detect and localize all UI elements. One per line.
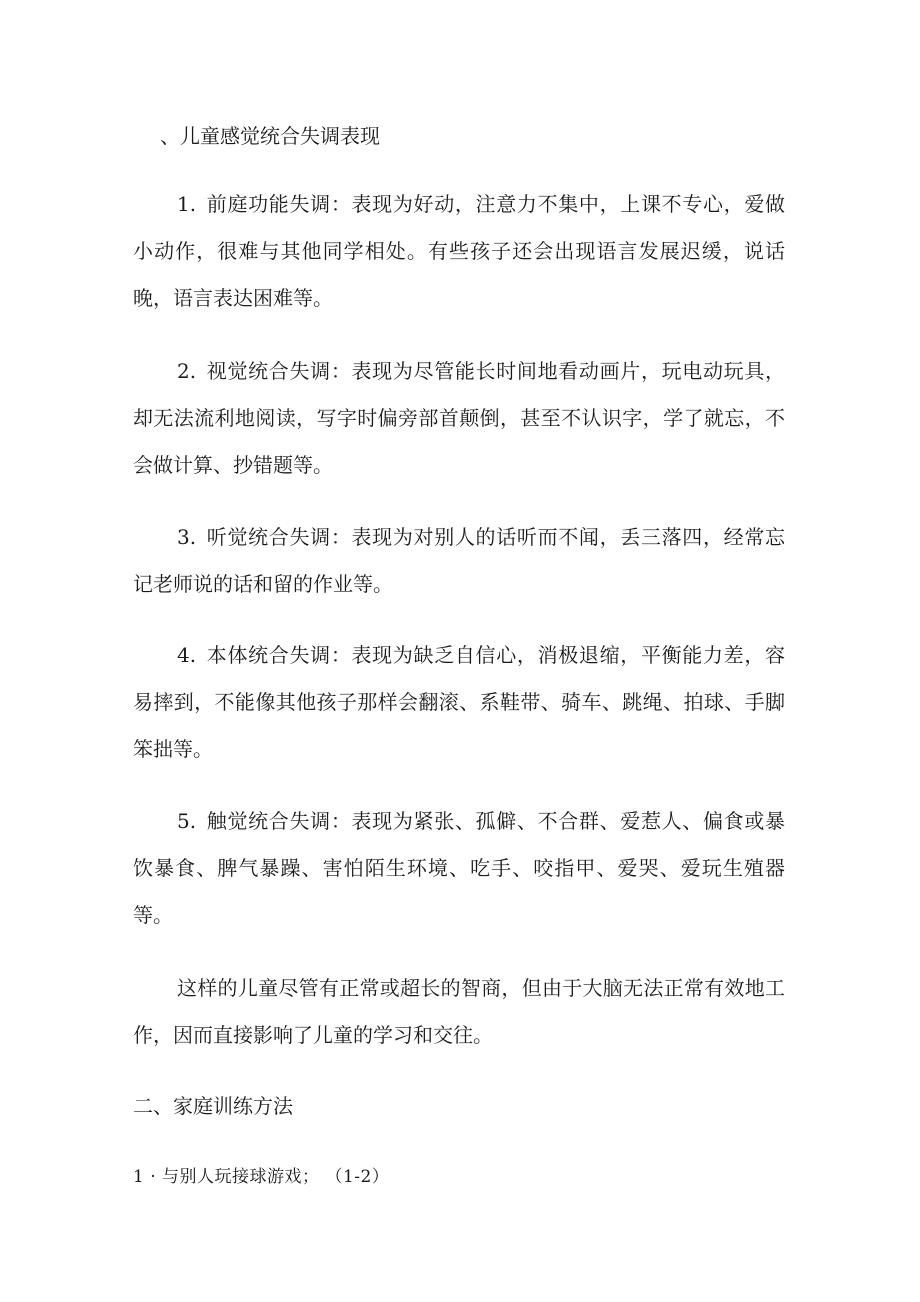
training-item-1 (133, 1166, 389, 1188)
item-number: 1 (133, 1167, 145, 1187)
paragraph-visual (133, 348, 785, 489)
item-text: 视觉统合失调：表现为尽管能长时间地看动画片，玩电动玩具，却无法流利地阅读，写字时偏旁部首颠倒，甚至不认识字，学了就忘，不会做计算、抄错题等。 (133, 359, 785, 477)
item-text: 与别人玩接球游戏； (162, 1167, 320, 1187)
paragraph-vestibular (133, 181, 785, 322)
summary-text: 这样的儿童尽管有正常或超长的智商，但由于大脑无法正常有效地工作，因而直接影响了儿童的学习和交往。 (133, 976, 785, 1047)
item-number: 1. (177, 192, 197, 216)
paragraph-auditory (133, 514, 785, 608)
item-range: （1-2） (325, 1167, 390, 1187)
item-number: 5. (177, 809, 197, 833)
section-heading-2: 二、家庭训练方法 (133, 1094, 293, 1118)
item-text: 本体统合失调：表现为缺乏自信心，消极退缩，平衡能力差，容易摔到，不能像其他孩子那样会翻滚、系鞋带、骑车、跳绳、拍球、手脚笨拙等。 (133, 643, 785, 761)
section-heading-1: 、儿童感觉统合失调表现 (160, 124, 380, 148)
item-text: 触觉统合失调：表现为紧张、孤僻、不合群、爱惹人、偏食或暴饮暴食、脾气暴躁、害怕陌生环境、吃手、咬指甲、爱哭、爱玩生殖器等。 (133, 809, 785, 927)
paragraph-proprioceptive (133, 632, 785, 773)
paragraph-tactile (133, 798, 785, 939)
paragraph-summary (133, 965, 785, 1059)
item-text: 前庭功能失调：表现为好动，注意力不集中，上课不专心，爱做小动作，很难与其他同学相处。有些孩子还会出现语言发展迟缓，说话晚，语言表达困难等。 (133, 192, 785, 310)
item-text: 听觉统合失调：表现为对别人的话听而不闻，丢三落四，经常忘记老师说的话和留的作业等。 (133, 525, 785, 596)
item-number: 4. (177, 643, 197, 667)
item-number: 2. (177, 359, 197, 383)
item-separator: · (150, 1167, 157, 1187)
item-number: 3. (177, 525, 197, 549)
